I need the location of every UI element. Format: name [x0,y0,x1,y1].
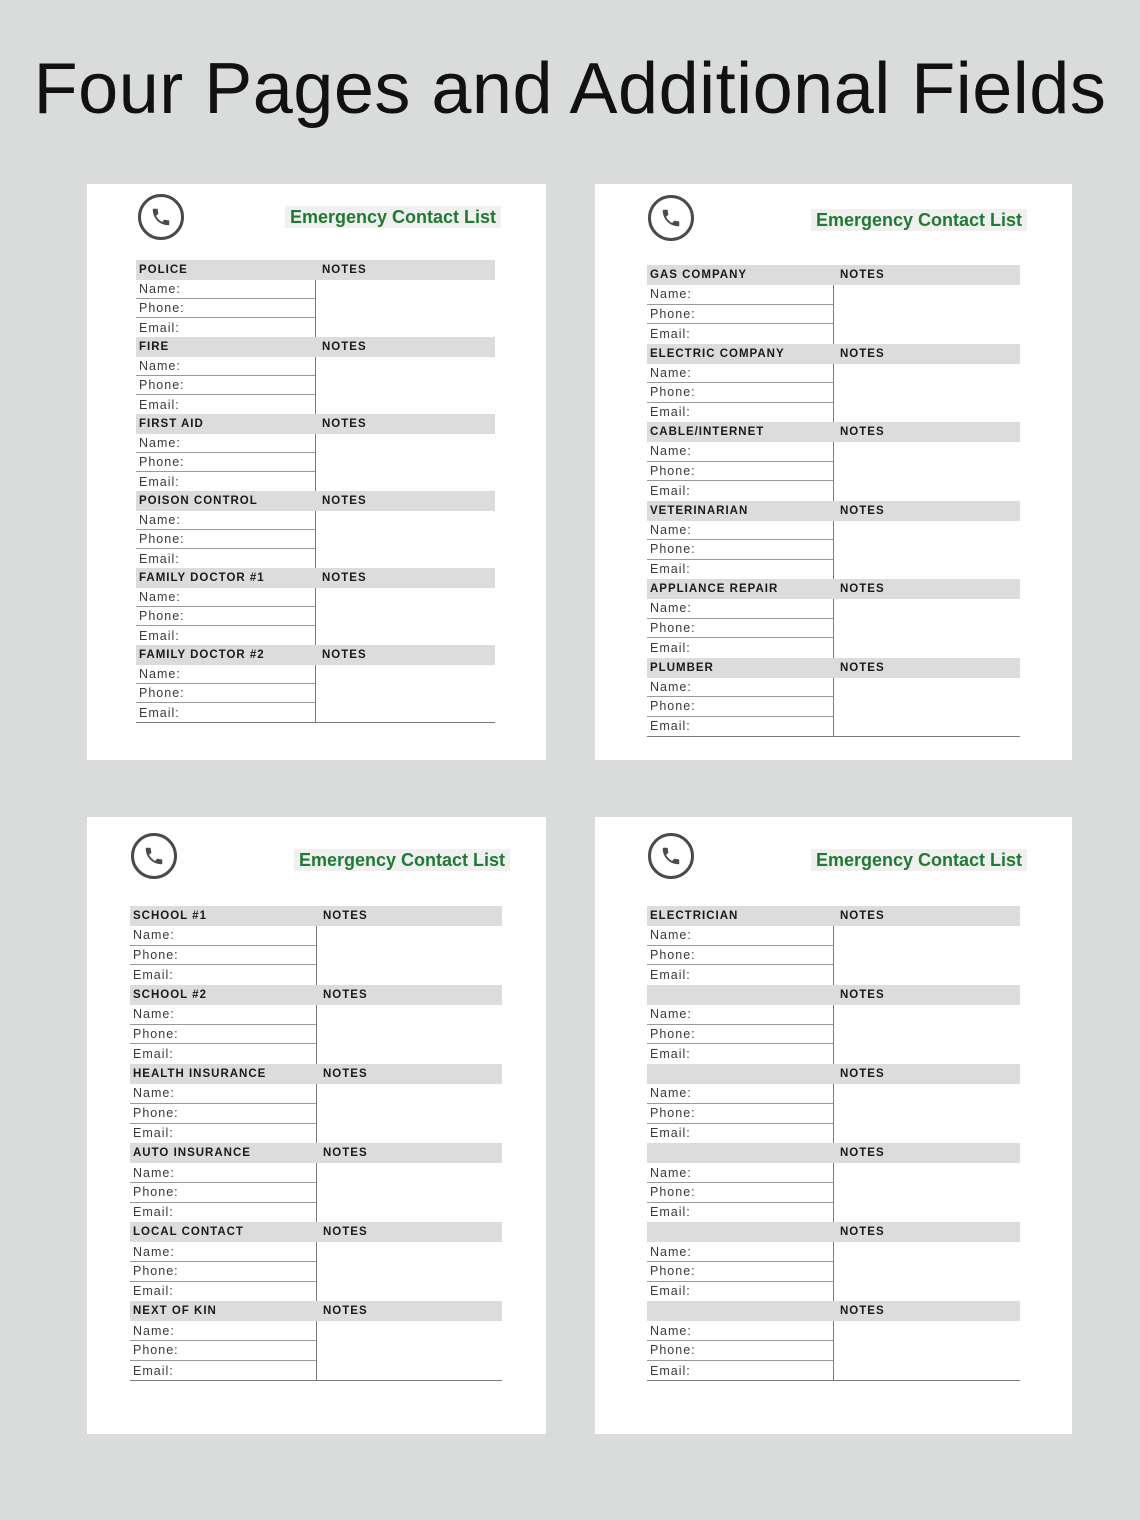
phone-field[interactable]: Phone: [647,305,833,325]
notes-label: NOTES [322,495,367,507]
notes-area[interactable] [834,521,1020,580]
phone-icon-glyph [660,845,682,867]
phone-field[interactable]: Phone: [130,1262,316,1282]
name-field[interactable]: Name: [136,665,315,684]
email-field[interactable]: Email: [133,1205,174,1220]
notes-area[interactable] [316,511,495,568]
notes-label: NOTES [322,264,367,276]
section-label [647,1222,834,1242]
name-field[interactable]: Name: [130,1163,316,1183]
section-label [647,1064,834,1084]
contact-table [647,265,1020,737]
page-title: Emergency Contact List [285,206,501,228]
email-field[interactable]: Email: [650,640,691,655]
notes-label: NOTES [840,347,885,360]
phone-field[interactable]: Phone: [647,383,833,403]
email-field[interactable]: Email: [650,1284,691,1299]
notes-label: NOTES [840,1226,885,1239]
section-header [130,1301,502,1321]
notes-label: NOTES [840,583,885,595]
phone-field[interactable]: Phone: [647,1025,833,1045]
name-field[interactable]: Name: [130,1242,316,1262]
phone-field[interactable]: Phone: [647,540,833,560]
contact-section [136,568,495,645]
phone-field[interactable]: Phone: [647,1341,833,1361]
section-label: ELECTRICIAN [650,910,739,922]
contact-section [647,265,1020,344]
section-header [130,1064,502,1084]
contact-section [647,1143,1020,1222]
contact-section [136,260,495,337]
table-bottom-rule [647,1380,1020,1381]
phone-field[interactable]: Phone: [647,697,833,717]
phone-field[interactable]: Phone: [647,946,833,966]
section-label: NEXT OF KIN [133,1305,217,1318]
phone-icon-glyph [660,207,682,229]
notes-area[interactable] [317,1321,502,1380]
email-field[interactable]: Email: [650,562,691,577]
email-field[interactable]: Email: [650,968,691,983]
notes-label: NOTES [322,572,367,584]
section-label: AUTO INSURANCE [133,1147,251,1160]
name-field[interactable]: Name: [130,926,316,946]
phone-field[interactable]: Phone: [136,299,315,318]
email-field[interactable]: Email: [139,628,180,643]
contact-section [647,1301,1020,1380]
contact-section [647,1064,1020,1143]
phone-field[interactable]: Phone: [136,684,315,703]
phone-icon-glyph [143,845,165,867]
contact-section [647,906,1020,985]
phone-field[interactable]: Phone: [130,946,316,966]
name-field[interactable]: Name: [130,1005,316,1025]
section-header [130,906,502,926]
section-header [647,422,1020,442]
notes-label: NOTES [323,989,368,1002]
section-label: SCHOOL #2 [133,989,207,1002]
email-field[interactable]: Email: [650,1363,691,1378]
section-header [136,337,495,357]
section-header [136,645,495,665]
notes-label: NOTES [840,1305,885,1318]
name-field[interactable]: Name: [647,364,833,384]
notes-label: NOTES [323,1226,368,1239]
notes-label: NOTES [323,1147,368,1160]
contact-section [130,906,502,985]
section-label: SCHOOL #1 [133,910,207,922]
notes-area[interactable] [317,1005,502,1064]
phone-field[interactable]: Phone: [647,619,833,639]
notes-area[interactable] [834,1084,1020,1143]
email-field[interactable]: Email: [133,1126,174,1141]
notes-area[interactable] [316,588,495,645]
section-header [130,1222,502,1242]
email-field[interactable]: Email: [139,551,180,566]
section-label: FIRST AID [139,418,204,430]
section-label: POISON CONTROL [139,495,258,507]
notes-area[interactable] [317,1242,502,1301]
email-field[interactable]: Email: [139,397,180,412]
name-field[interactable]: Name: [647,521,833,541]
name-field[interactable]: Name: [130,1084,316,1104]
notes-label: NOTES [840,989,885,1002]
name-field[interactable]: Name: [647,678,833,698]
section-label: PLUMBER [650,661,714,674]
section-header [647,658,1020,678]
name-field[interactable]: Name: [136,434,315,453]
section-header [130,1143,502,1163]
email-field[interactable]: Email: [650,1047,691,1062]
notes-label: NOTES [840,1068,885,1081]
form-page [595,817,1072,1434]
table-bottom-rule [136,722,495,723]
notes-area[interactable] [316,280,495,337]
phone-icon [648,195,694,241]
contact-section [136,645,495,722]
notes-area[interactable] [834,285,1020,344]
section-label: CABLE/INTERNET [650,426,765,438]
contact-section [647,422,1020,501]
notes-area[interactable] [317,926,502,985]
table-bottom-rule [130,1380,502,1381]
notes-area[interactable] [317,1163,502,1222]
section-header [647,501,1020,521]
notes-label: NOTES [840,269,885,281]
form-page [595,184,1072,760]
name-field[interactable]: Name: [136,511,315,530]
notes-area[interactable] [834,442,1020,501]
contact-section [130,1143,502,1222]
section-label [647,1143,834,1163]
phone-icon [648,833,694,879]
section-header [647,1301,1020,1321]
notes-label: NOTES [840,426,885,438]
email-field[interactable]: Email: [650,326,691,341]
page-title: Emergency Contact List [811,849,1027,871]
section-label: FAMILY DOCTOR #2 [139,649,265,661]
notes-area[interactable] [316,665,495,722]
section-label: LOCAL CONTACT [133,1226,244,1239]
email-field[interactable]: Email: [133,1047,174,1062]
name-field[interactable]: Name: [647,926,833,946]
section-header [647,1143,1020,1163]
section-header [136,491,495,511]
notes-label: NOTES [323,1068,368,1081]
section-label [647,985,834,1005]
email-field[interactable]: Email: [133,1363,174,1378]
section-header [130,985,502,1005]
phone-field[interactable]: Phone: [136,607,315,626]
section-label: POLICE [139,264,188,276]
phone-icon [131,833,177,879]
phone-field[interactable]: Phone: [130,1341,316,1361]
contact-section [647,579,1020,658]
section-header [647,1064,1020,1084]
section-header [647,985,1020,1005]
phone-field[interactable]: Phone: [130,1104,316,1124]
phone-icon [138,194,184,240]
section-header [136,568,495,588]
name-field[interactable]: Name: [130,1321,316,1341]
name-field[interactable]: Name: [647,599,833,619]
contact-section [130,1301,502,1380]
notes-label: NOTES [840,1147,885,1160]
section-label: ELECTRIC COMPANY [650,347,785,360]
notes-area[interactable] [316,357,495,414]
name-field[interactable]: Name: [647,285,833,305]
contact-section [647,501,1020,580]
notes-label: NOTES [840,504,885,517]
section-label: APPLIANCE REPAIR [650,583,779,595]
name-field[interactable]: Name: [136,280,315,299]
name-field[interactable]: Name: [647,1084,833,1104]
notes-area[interactable] [834,1163,1020,1222]
email-field[interactable]: Email: [133,1284,174,1299]
notes-area[interactable] [316,434,495,491]
name-field[interactable]: Name: [647,1005,833,1025]
contact-section [136,337,495,414]
form-page [87,184,546,760]
section-header [136,260,495,280]
section-label [647,1301,834,1321]
notes-area[interactable] [834,364,1020,423]
email-field[interactable]: Email: [650,483,691,498]
email-field[interactable]: Email: [139,474,180,489]
contact-table [130,906,502,1381]
contact-section [647,344,1020,423]
section-label: VETERINARIAN [650,504,749,517]
notes-area[interactable] [834,1242,1020,1301]
section-header [647,906,1020,926]
notes-label: NOTES [322,649,367,661]
table-bottom-rule [647,736,1020,737]
phone-field[interactable]: Phone: [647,1183,833,1203]
section-header [647,579,1020,599]
contact-section [647,985,1020,1064]
name-field[interactable]: Name: [647,442,833,462]
email-field[interactable]: Email: [650,1126,691,1141]
section-header [647,265,1020,285]
page-title: Emergency Contact List [811,209,1027,231]
phone-icon-glyph [150,206,172,228]
contact-section [130,1064,502,1143]
email-field[interactable]: Email: [650,405,691,420]
main-heading: Four Pages and Additional Fields [33,49,1107,129]
section-label: HEALTH INSURANCE [133,1068,267,1081]
contact-table [136,260,495,723]
contact-section [647,658,1020,737]
notes-label: NOTES [322,341,367,353]
notes-label: NOTES [840,661,885,674]
name-field[interactable]: Name: [136,588,315,607]
section-label: FAMILY DOCTOR #1 [139,572,265,584]
notes-area[interactable] [834,1005,1020,1064]
notes-label: NOTES [323,1305,368,1318]
contact-section [136,414,495,491]
name-field[interactable]: Name: [136,357,315,376]
contact-section [130,1222,502,1301]
notes-label: NOTES [323,910,368,922]
section-header [647,344,1020,364]
contact-table [647,906,1020,1381]
contact-section [136,491,495,568]
section-label: GAS COMPANY [650,269,748,281]
notes-area[interactable] [834,678,1020,737]
phone-field[interactable]: Phone: [647,1262,833,1282]
contact-section [130,985,502,1064]
form-page [87,817,546,1434]
name-field[interactable]: Name: [647,1242,833,1262]
notes-label: NOTES [322,418,367,430]
phone-field[interactable]: Phone: [130,1025,316,1045]
section-header [136,414,495,434]
phone-field[interactable]: Phone: [647,462,833,482]
phone-field[interactable]: Phone: [136,453,315,472]
section-header [647,1222,1020,1242]
phone-field[interactable]: Phone: [136,376,315,395]
page-title: Emergency Contact List [294,849,510,871]
phone-field[interactable]: Phone: [136,530,315,549]
email-field[interactable]: Email: [139,705,180,720]
notes-label: NOTES [840,910,885,922]
name-field[interactable]: Name: [647,1163,833,1183]
email-field[interactable]: Email: [650,719,691,734]
email-field[interactable]: Email: [133,968,174,983]
notes-area[interactable] [834,599,1020,658]
phone-field[interactable]: Phone: [130,1183,316,1203]
notes-area[interactable] [317,1084,502,1143]
notes-area[interactable] [834,926,1020,985]
section-label: FIRE [139,341,170,353]
email-field[interactable]: Email: [650,1205,691,1220]
phone-field[interactable]: Phone: [647,1104,833,1124]
notes-area[interactable] [834,1321,1020,1380]
name-field[interactable]: Name: [647,1321,833,1341]
email-field[interactable]: Email: [139,320,180,335]
contact-section [647,1222,1020,1301]
